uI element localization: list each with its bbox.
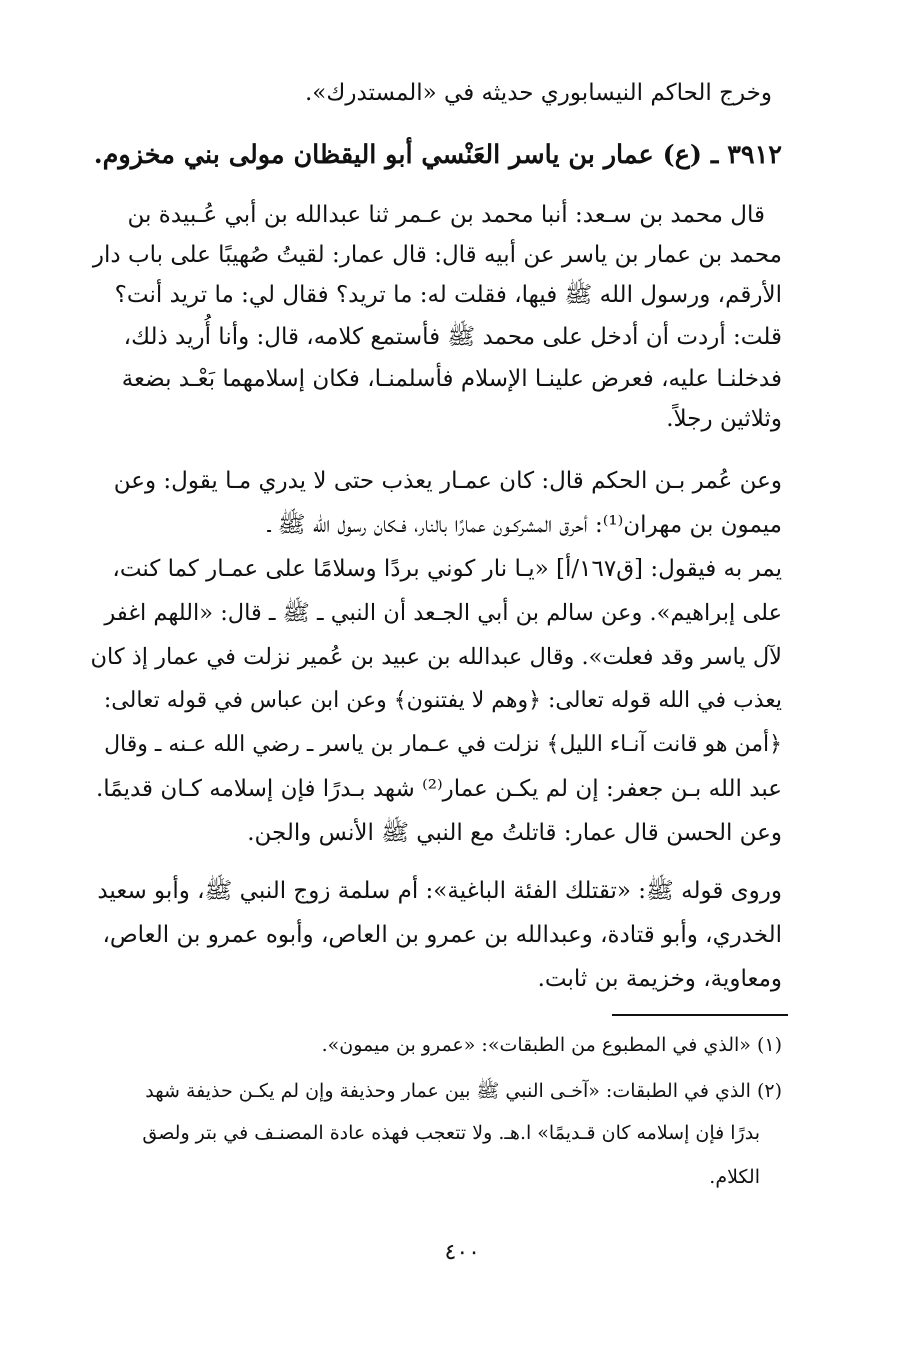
paragraph-line: الخدري، وأبو قتادة، وعبدالله بن عمرو بن العاص، وأبوه عمرو بن العاص،: [102, 922, 782, 948]
footnote-separator: [612, 1014, 788, 1016]
paragraph-line: الأرقم، ورسول الله ﷺ فيها، فقلت له: ما تريد؟ فقال لي: ما تريد أنت؟: [114, 282, 782, 308]
paragraph-line: قلت: أردت أن أدخل على محمد ﷺ فأستمع كلامه، قال: وأنا أُريد ذلك،: [123, 324, 782, 350]
intro-line: وخرج الحاكم النيسابوري حديثه في «المستدرك».: [305, 80, 772, 106]
paragraph-line: لآل ياسر وقد فعلت». وقال عبدالله بن عبيد بن عُمير نزلت في عمار إذ كان: [90, 644, 782, 670]
footnote-2: (٢) الذي في الطبقات: «آخـى النبي ﷺ بين عمار وحذيفة وإن لم يكـن حذيفة شهد: [145, 1080, 782, 1102]
paragraph-line: يمر به فيقول: [ق١٦٧/أ] «يـا نار كوني بردًا وسلامًا على عمـار كما كنت،: [112, 556, 782, 582]
paragraph-line: ومعاوية، وخزيمة بن ثابت.: [537, 966, 782, 992]
entry-heading: ٣٩١٢ ـ (ع) عمار بن ياسر العَنْسي أبو اليقظان مولى بني مخزوم.: [93, 140, 782, 170]
paragraph-line: ميمون بن مهران⁽¹⁾: أحرق المشركـون عمارًا بالنار، فـكان رسول الله ﷺ ـ: [267, 512, 782, 538]
paragraph-line: يعذب في الله قوله تعالى: ﴿وهم لا يفتنون﴾ وعن ابن عباس في قوله تعالى:: [103, 688, 782, 713]
footnote-2-continuation: بدرًا فإن إسلامه كان قـديمًا» ا.هـ. ولا تتعجب فهذه عادة المصنـف في بتر ولصق: [142, 1122, 760, 1144]
paragraph-line: ﴿أمن هو قانت آنـاء الليل﴾ نزلت في عـمار بن ياسر ـ رضي الله عـنه ـ وقال: [104, 732, 782, 757]
paragraph-line: محمد بن عمار بن ياسر عن أبيه قال: قال عمار: لقيتُ صُهيبًا على باب دار: [92, 242, 782, 268]
paragraph-line: وروى قوله ﷺ: «تقتلك الفئة الباغية»: أم سلمة زوج النبي ﷺ، وأبو سعيد: [97, 878, 782, 904]
paragraph-line: وعن الحسن قال عمار: قاتلتُ مع النبي ﷺ الأنس والجن.: [247, 820, 782, 846]
paragraph-line: على إبراهيم». وعن سالم بن أبي الجـعد أن النبي ـ ﷺ ـ قال: «اللهم اغفر: [104, 600, 782, 626]
footnote-1: (١) «الذي في المطبوع من الطبقات»: «عمرو بن ميمون».: [321, 1034, 782, 1056]
paragraph-line: فدخلنـا عليه، فعرض علينـا الإسلام فأسلمنـا، فكان إسلامهما بَعْـد بضعة: [121, 366, 782, 392]
paragraph-line: وعن عُمر بـن الحكم قال: كان عمـار يعذب حتى لا يدري مـا يقول: وعن: [113, 468, 782, 494]
paragraph-line: عبد الله بـن جعفر: إن لم يكـن عمار⁽²⁾ شهد بـدرًا فإن إسلامه كـان قديمًا.: [95, 776, 782, 802]
page-number: ٤٠٠: [444, 1240, 480, 1265]
paragraph-line: وثلاثين رجلاً.: [666, 406, 782, 432]
paragraph-line: قال محمد بن سـعد: أنبا محمد بن عـمر ثنا عبدالله بن أبي عُـبيدة بن: [127, 202, 765, 228]
footnote-2-continuation: الكلام.: [709, 1166, 760, 1188]
